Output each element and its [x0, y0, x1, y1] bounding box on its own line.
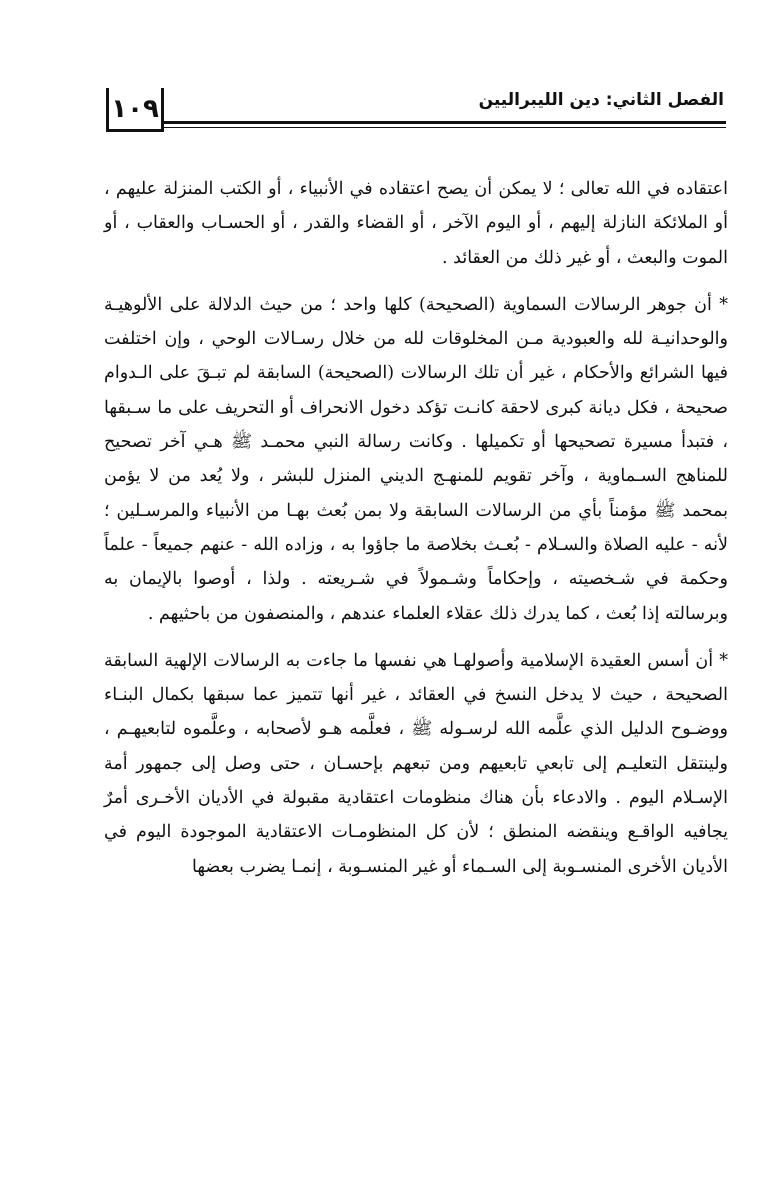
- header-rule-thick: [164, 121, 726, 124]
- page-body: [104, 172, 728, 884]
- paragraph-revelations: * أن جوهر الرسالات السماوية (الصحيحة) كلها واحد ؛ من حيث الدلالة على الألوهيـة والوحدانيـة لله والعبودية مـن المخلوقات لله من خلال رسـالات الوحي ، وإن اختلفت فيها الشرائع والأحكام ، غير أن تلك الرسالات (الصحيحة) السابقة لم تبـقَ على الـدوام صحيحة ، فكل ديانة كبرى لاحقة كانـت تؤكد دخول الانحراف أو التحريف على ما سـبقها ، فتبدأ مسيرة تصحيحها أو تكميلها . وكانت رسالة النبي محمـد ﷺ هـي آخر تصحيح للمناهج السـماوية ، وآخر تقويم للمنهـج الديني المنزل للبشر ، ولا يُعد من لا يؤمن بمحمد ﷺ مؤمناً بأي من الرسالات السابقة ولا بمن بُعث بهـا من الأنبياء والمرسـلين ؛ لأنه - عليه الصلاة والسـلام - بُعـث بخلاصة ما جاؤوا به ، وزاده الله - عنهم جميعاً - علماً وحكمة في شـخصيته ، وإحكاماً وشـمولاً في شـريعته . ولذا ، أوصوا بالإيمان به وبرسالته إذا بُعث ، كما يدرك ذلك عقلاء العلماء عندهم ، والمنصفون من باحثيهم .: [104, 294, 728, 624]
- paragraph-continuation: اعتقاده في الله تعالى ؛ لا يمكن أن يصح اعتقاده في الأنبياء ، أو الكتب المنزلة عليهم ، أو الملائكة النازلة إليهم ، أو اليوم الآخر ، أو القضاء والقدر ، أو الحسـاب والعقاب ، أو الموت والبعث ، أو غير ذلك من العقائد .: [104, 179, 728, 268]
- page-header: [106, 84, 726, 144]
- header-rule-thin: [164, 127, 726, 128]
- page-number: ١٠٩: [106, 88, 164, 132]
- paragraph-islamic-creed: * أن أسس العقيدة الإسلامية وأصولهـا هي نفسها ما جاءت به الرسالات الإلهية السابقة الصحيحة ، حيث لا يدخل النسخ في العقائد ، غير أنها تتميز عما سبقها بكمال البنـاء ووضـوح الدليل الذي علَّمه الله لرسـوله ﷺ ، فعلَّمه هـو لأصحابه ، وعلَّموه لتابعيهـم ، ولينتقل التعليـم إلى تابعي تابعيهم ومن تبعهم بإحسـان ، حتى وصل إلى جمهور أمة الإسـلام اليوم . والادعاء بأن هناك منظومات اعتقادية مقبولة في الأديان الأخـرى أمرٌ يجافيه الواقـع وينقضه المنطق ؛ لأن كل المنظومـات الاعتقادية الموجودة اليوم في الأديان الأخرى المنسـوبة إلى السـماء أو غير المنسـوبة ، إنمـا يضرب بعضها: [104, 650, 728, 877]
- chapter-title: الفصل الثاني: دين الليبراليين: [478, 90, 724, 110]
